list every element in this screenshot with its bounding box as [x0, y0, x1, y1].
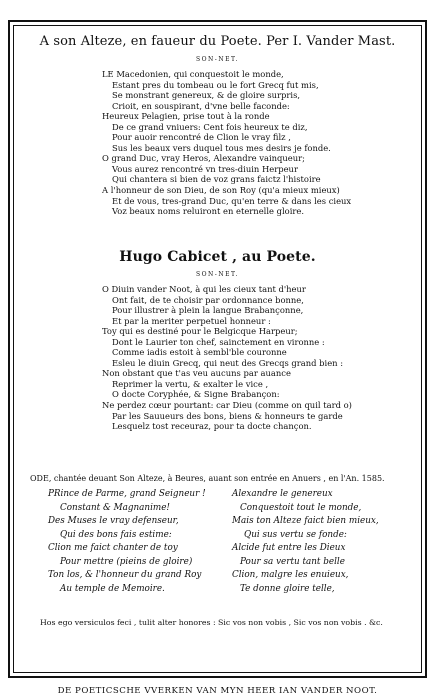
- verse-line: Reprimer la vertu, & exalter le vice ,: [112, 378, 269, 389]
- poem-heading: Hugo Cabicet , au Poete.: [119, 249, 316, 265]
- verse-line: Ont fait, de te choisir par ordonnance bonne,: [112, 294, 304, 305]
- verse-line: A l'honneur de son Dieu, de son Roy (qu'a mieux mieux): [102, 185, 340, 196]
- verse-line: Lesquelz tost receuraz, pour ta docte chançon.: [112, 421, 312, 432]
- running-footer: DE POETICSCHE VVERKEN VAN MYN HEER IAN VANDER NOOT.: [57, 686, 378, 696]
- verse-line: Te donne gloire telle,: [240, 583, 335, 594]
- verse-line: Voz beaux noms reluiront en eternelle gloire.: [112, 206, 305, 217]
- verse-line: Constant & Magnanime!: [60, 502, 170, 513]
- sonnet-label: SON-NET.: [196, 56, 239, 63]
- verse-line: Alcide fut entre les Dieux: [232, 543, 346, 553]
- verse-line: O Diuin vander Noot, à qui les cieux tant d'heur: [102, 284, 306, 294]
- sonnet-label: SON-NET.: [196, 271, 239, 278]
- verse-line: Par les Sauueurs des bons, biens & honneurs te garde: [112, 410, 343, 421]
- motto: Hos ego versiculos feci , tulit alter honores : Sic vos non vobis , Sic vos non vobis . &c.: [40, 618, 383, 627]
- verse-line: De ce grand vniuers: Cent fois heureux te diz,: [112, 121, 308, 132]
- ode-right-column: [232, 488, 379, 596]
- verse-line: Estant pres du tombeau ou le fort Grecq fut mis,: [112, 79, 319, 90]
- verse-line: Qui des bons fais estime:: [60, 529, 172, 540]
- verse-line: Pour illustrer à plein la langue Brabançonne,: [112, 305, 304, 316]
- verse-line: Des Muses le vray defenseur,: [48, 516, 179, 526]
- verse-line: Vous aurez rencontré vn tres-diuin Herpeur: [112, 163, 298, 174]
- verse-line: Ne perdez cœur pourtant: car Dieu (comme on quil tard o): [102, 400, 352, 411]
- page-title: A son Alteze, en faueur du Poete. Per I. Vander Mast.: [39, 34, 396, 49]
- verse-line: Et par la meriter perpetuel honneur :: [112, 315, 271, 326]
- verse-line: Alexandre le genereux: [232, 489, 333, 499]
- verse-line: Crioit, en souspirant, d'vne belle faconde:: [112, 100, 290, 111]
- verse-line: LE Macedonien, qui conquestoit le monde,: [102, 69, 284, 79]
- verse-line: Pour auoir rencontré de Clion le vray filz ,: [112, 132, 291, 143]
- verse-line: Toy qui es destiné pour le Belgicque Harpeur;: [102, 326, 298, 337]
- verse-line: O docte Coryphée, & Signe Brabançon:: [112, 389, 280, 400]
- verse-line: Non obstant que t'as veu aucuns par auance: [102, 368, 291, 379]
- verse-line: Esleu le diuin Grecq, qui neut des Grecqs grand bien :: [112, 357, 344, 368]
- verse-line: Comme iadis estoit à sembl'ble couronne: [112, 347, 287, 358]
- verse-line: Clion, malgre les enuieux,: [232, 570, 349, 580]
- verse-line: Pour sa vertu tant belle: [240, 556, 345, 567]
- verse-line: O grand Duc, vray Heros, Alexandre vainqueur;: [102, 153, 305, 164]
- verse-line: Ton los, & l'honneur du grand Roy: [48, 570, 202, 580]
- verse-line: Au temple de Memoire.: [60, 583, 165, 594]
- sonnet-2: [0, 284, 435, 432]
- verse-line: Pour mettre (pieins de gloire): [60, 556, 193, 567]
- verse-line: Clion me faict chanter de toy: [48, 543, 178, 553]
- verse-line: Se monstrant genereux, & de gloire surpris,: [112, 90, 301, 101]
- verse-line: Et de vous, tres-grand Duc, qu'en terre & dans les cieux: [112, 195, 352, 206]
- verse-line: Qui sus vertu se fonde:: [244, 529, 347, 540]
- ode-title: ODE, chantée deuant Son Alteze, à Beures, auant son entrée en Anuers , en l'An. 1585.: [30, 474, 385, 483]
- sonnet-1: [0, 69, 435, 217]
- verse-line: Dont le Laurier ton chef, sainctement en vironne :: [112, 336, 325, 347]
- verse-line: Qui chantera si bien de voz grans faictz l'histoire: [112, 174, 321, 185]
- verse-line: Mais ton Alteze faict bien mieux,: [232, 516, 379, 526]
- verse-line: Sus les beaux vers duquel tous mes desirs je fonde.: [112, 142, 331, 153]
- verse-line: Heureux Pelagien, prise tout à la ronde: [102, 111, 270, 122]
- verse-line: PRince de Parme, grand Seigneur !: [48, 489, 206, 499]
- ode-left-column: [48, 488, 206, 596]
- verse-line: Conquestoit tout le monde,: [240, 502, 362, 513]
